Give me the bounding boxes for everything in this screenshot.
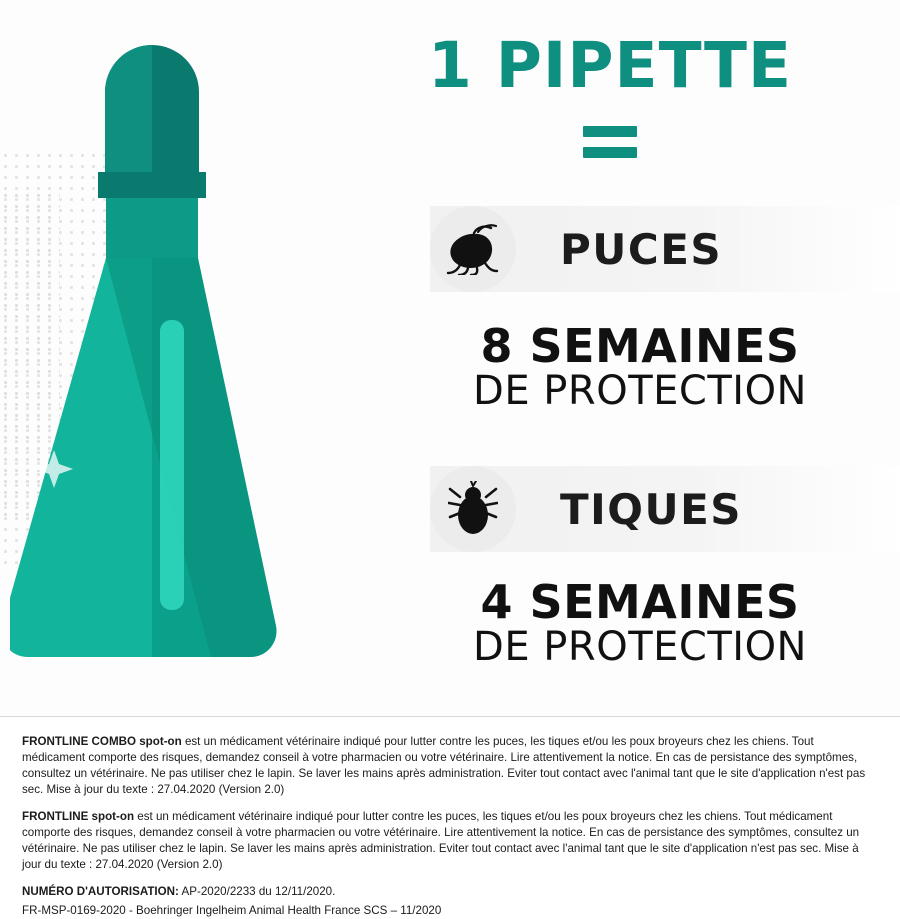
legal-paragraph-combo xyxy=(22,734,878,798)
pipette-illustration xyxy=(10,20,340,690)
authorization-label: NUMÉRO D'AUTORISATION: xyxy=(22,884,179,898)
authorization-value: AP-2020/2233 du 12/11/2020. xyxy=(178,884,336,898)
legal-brand-spoton: FRONTLINE spot-on xyxy=(22,809,135,823)
equals-symbol xyxy=(380,126,840,158)
tick-icon-badge xyxy=(430,466,516,552)
reference-line: FR-MSP-0169-2020 - Boehringer Ingelheim Animal Health France SCS – 11/2020 xyxy=(22,903,442,917)
page-title: 1 PIPETTE xyxy=(427,29,793,102)
legal-brand-combo: FRONTLINE COMBO spot-on xyxy=(22,735,182,748)
protection-row-fleas xyxy=(430,206,900,292)
legal-paragraph-spoton xyxy=(22,809,878,873)
legal-text-spoton: est un médicament vétérinaire indiqué pour lutter contre les puces, les tiques et/ou les poux broyeurs chez les chiens. Tout médicament comporte des risques, demandez conseil à votre pharmacien ou votre vétérinaire. Lire attentivement la notice. En cas de persistance des symptômes, consultez un vétérinaire. Ne pas utiliser chez le lapin. Se laver les mains après administration. Eviter tout contact avec l'animal tant que le site d'application n'est pas sec. Mise à jour du texte : 27.04.2020 (Version 2.0) xyxy=(22,809,860,871)
protection-row-ticks xyxy=(430,466,900,552)
flea-icon xyxy=(444,223,502,275)
duration-value-fleas: 8 SEMAINES xyxy=(480,319,800,373)
protection-label-ticks: TIQUES xyxy=(560,484,743,534)
protection-duration-ticks xyxy=(380,575,900,671)
protection-duration-fleas xyxy=(380,319,900,415)
authorization-line xyxy=(22,884,878,900)
legal-text-combo: est un médicament vétérinaire indiqué pour lutter contre les puces, les tiques et/ou les poux broyeurs chez les chiens. Tout médicament comporte des risques, demandez conseil à votre pharmacien ou votre vétérinaire. Lire attentivement la notice. En cas de persistance des symptômes, consultez un vétérinaire. Ne pas utiliser chez le lapin. Se laver les mains après administration. Eviter tout contact avec l'animal tant que le site d'application n'est pas sec. Mise à jour du texte : 27.04.2020 (Version 2.0) xyxy=(22,735,866,796)
flea-icon-badge xyxy=(430,206,516,292)
legal-disclaimer xyxy=(0,717,900,917)
equals-bar-bottom xyxy=(583,147,637,158)
duration-sub-ticks: DE PROTECTION xyxy=(473,624,807,671)
protection-label-fleas: PUCES xyxy=(560,224,723,274)
duration-sub-fleas: DE PROTECTION xyxy=(473,368,807,415)
tick-icon xyxy=(448,481,498,537)
duration-value-ticks: 4 SEMAINES xyxy=(480,575,800,629)
equals-bar-top xyxy=(583,126,637,137)
content-column xyxy=(380,0,900,716)
